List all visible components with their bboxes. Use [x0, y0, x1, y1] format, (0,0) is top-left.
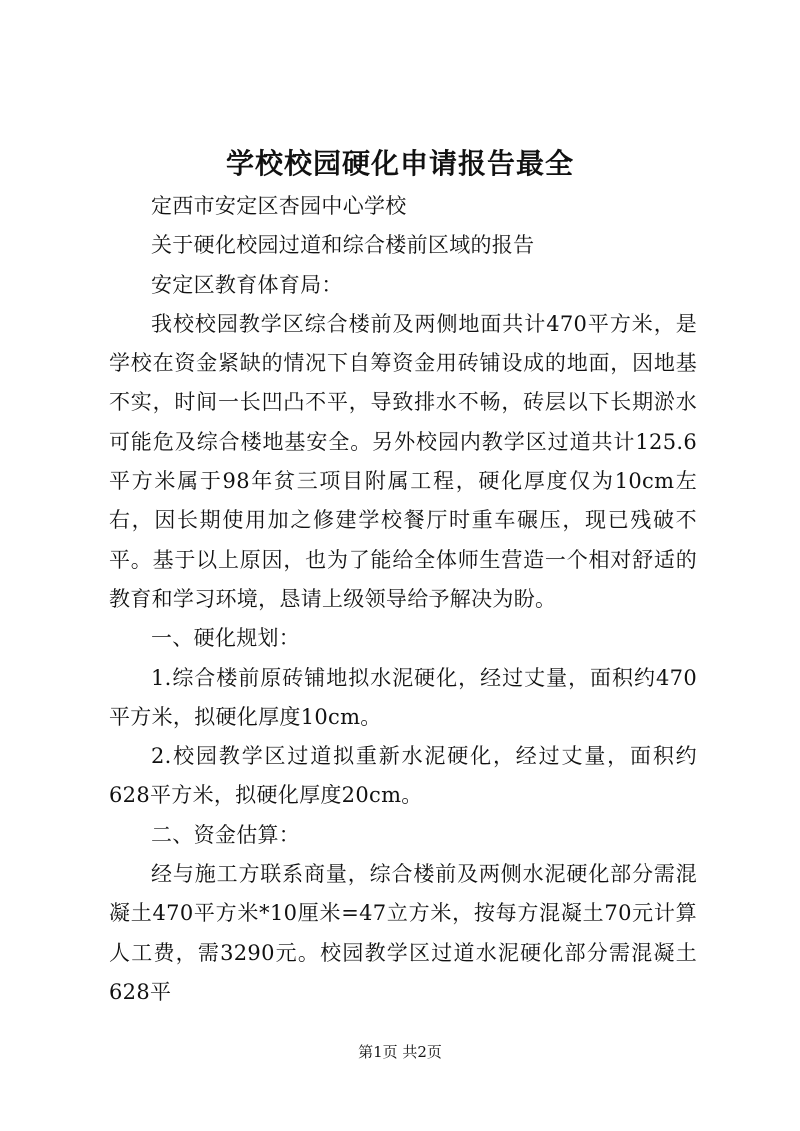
document-body	[109, 187, 697, 1012]
paragraph-background: 我校校园教学区综合楼前及两侧地面共计470平方米，是学校在资金紧缺的情况下自筹资金用砖铺设成的地面，因地基不实，时间一长凹凸不平，导致排水不畅，砖层以下长期淤水可能危及综合楼地基安全。另外校园内教学区过道共计125.6平方米属于98年贫三项目附属工程，硬化厚度仅为10cm左右，因长期使用加之修建学校餐厅时重车碾压，现已残破不平。基于以上原因，也为了能给全体师生营造一个相对舒适的教育和学习环境，恳请上级领导给予解决为盼。	[109, 311, 697, 611]
paragraph-school-name: 定西市安定区杏园中心学校	[151, 194, 407, 218]
paragraph-report-subject: 关于硬化校园过道和综合楼前区域的报告	[151, 233, 535, 258]
paragraph-addressee: 安定区教育体育局：	[151, 272, 343, 297]
paragraph-plan-item-2: 2.校园教学区过道拟重新水泥硬化，经过丈量，面积约628平方米，拟硬化厚度20cm。	[109, 744, 697, 808]
paragraph-budget: 经与施工方联系商量，综合楼前及两侧水泥硬化部分需混凝土470平方米*10厘米=47立方米，按每方混凝土70元计算人工费，需3290元。校园教学区过道水泥硬化部分需混凝土628平	[109, 862, 697, 1004]
document-title: 学校校园硬化申请报告最全	[225, 147, 574, 180]
section-heading-plan: 一、硬化规划：	[151, 626, 301, 651]
paragraph-plan-item-1: 1.综合楼前原砖铺地拟水泥硬化，经过丈量，面积约470平方米，拟硬化厚度10cm。	[109, 665, 697, 729]
page-number-footer: 第1页 共2页	[358, 1043, 442, 1061]
section-heading-budget: 二、资金估算：	[151, 822, 301, 847]
